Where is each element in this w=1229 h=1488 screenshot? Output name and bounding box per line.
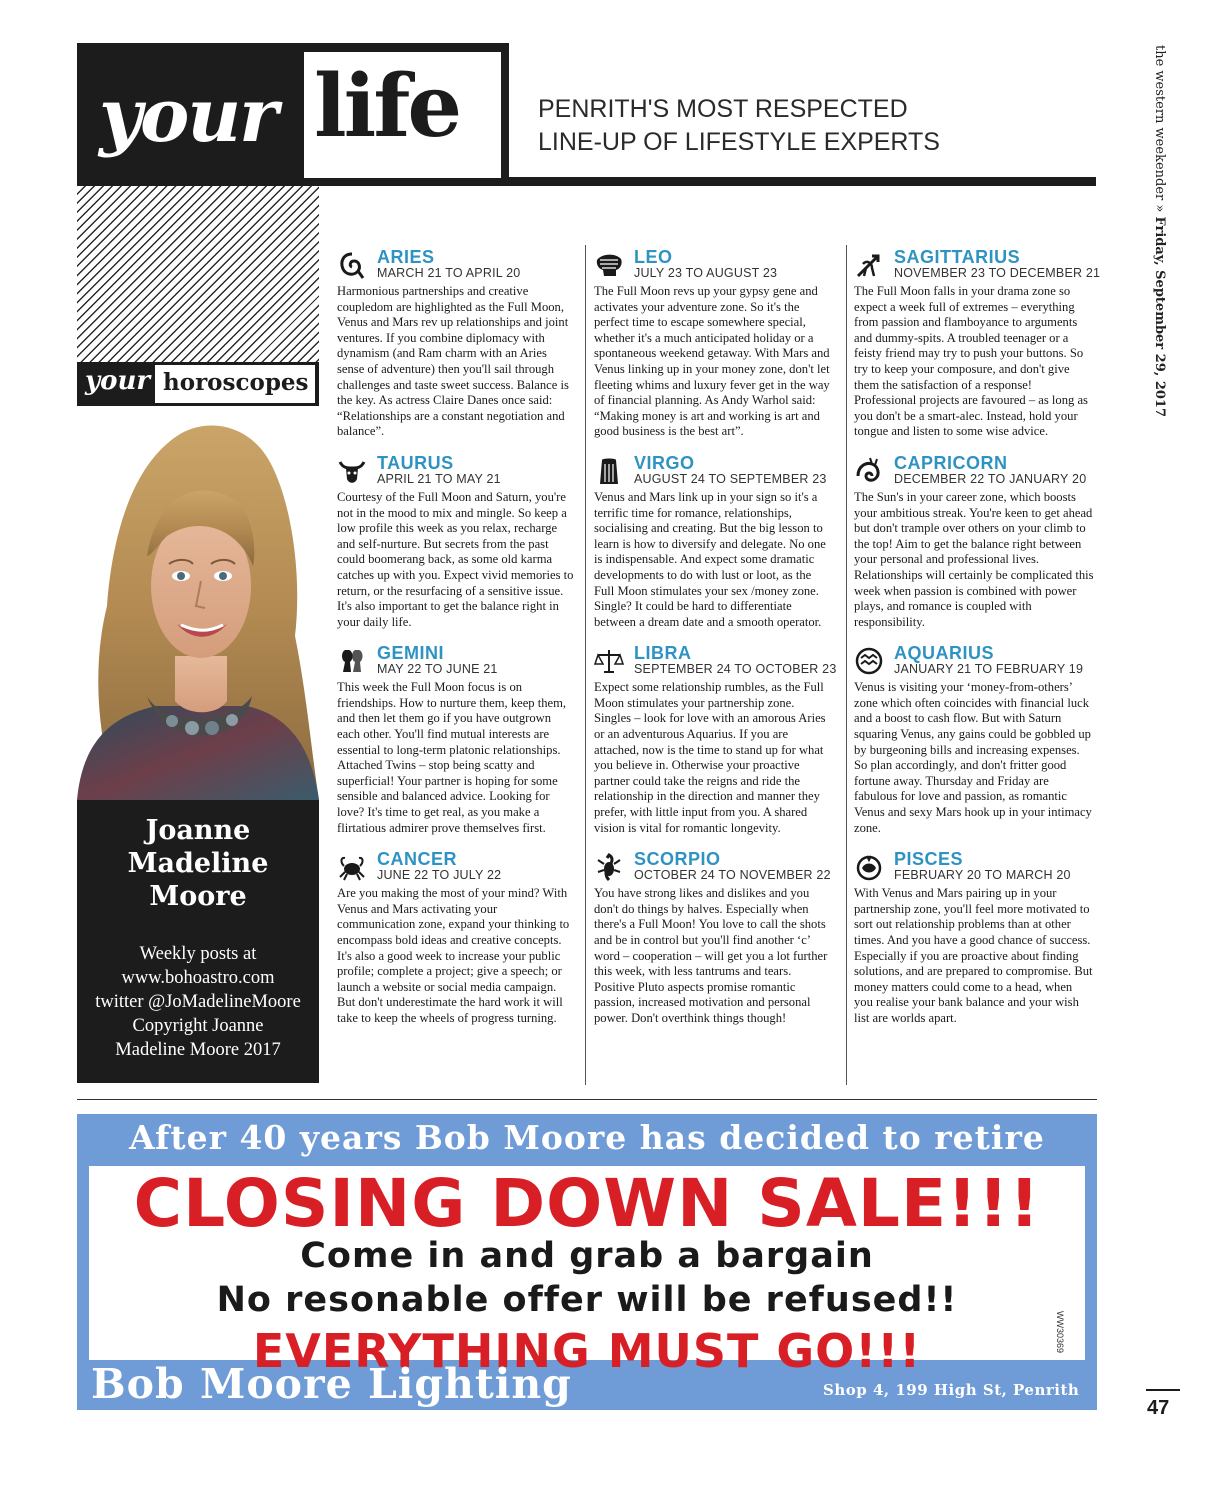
masthead-life: life bbox=[314, 56, 460, 157]
sign-name: LIBRA bbox=[634, 643, 692, 664]
ad-panel bbox=[89, 1165, 1085, 1378]
sign-header bbox=[594, 643, 837, 680]
sign-header bbox=[854, 454, 1094, 490]
scales-icon bbox=[594, 646, 624, 676]
masthead-your: your bbox=[99, 73, 277, 159]
sign-text: Are you making the most of your mind? With Venus and Mars activating your communication zone, expand your thinking to encompass bold ideas and creative concepts. It's also a good week to increase your public profile; complete a project; give a speech; or launch a website or social media campaign. But don't underestimate the hard work it will take to keep the wheels of progress turning. bbox=[337, 886, 570, 1025]
horoscope-libra bbox=[594, 643, 837, 836]
sign-header bbox=[337, 644, 577, 680]
sign-text: The Full Moon revs up your gypsy gene and activates your adventure zone. So it's the perfect time to escape somewhere special, whether it's a much anticipated holiday or a spontaneous weekend getaway. With Mars and Venus linking up in your money zone, don't let fleeting whims and luxury fever get in the way of financial planning. As Andy Warhol said: “Making money is art and working is art and good business is the best art”. bbox=[594, 284, 830, 439]
author-copyright-line-2: Madeline Moore 2017 bbox=[115, 1040, 281, 1060]
crab-icon bbox=[337, 852, 367, 882]
author-website[interactable]: www.bohoastro.com bbox=[121, 968, 275, 988]
author-name bbox=[77, 814, 319, 913]
sign-text: Venus and Mars link up in your sign so it's a terrific time for romance, relationships, socialising and creating. But the big lesson to learn is how to diversify and delegate. No one is indispensable. And expect some dramatic developments to do with lust or loot, as the Full Moon stimulates your sex /money zone. Single? It could be hard to differentiate between a dream date and a smooth operator. bbox=[594, 489, 826, 629]
sign-name: VIRGO bbox=[634, 452, 695, 473]
ad-divider bbox=[77, 1099, 1097, 1100]
sign-dates: AUGUST 24 TO SEPTEMBER 23 bbox=[634, 471, 827, 486]
ad-address: Shop 4, 199 High St, Penrith bbox=[823, 1381, 1080, 1399]
sign-name: ARIES bbox=[377, 247, 435, 267]
sign-header bbox=[854, 247, 1101, 284]
lion-icon bbox=[594, 250, 624, 280]
sign-name: LEO bbox=[634, 247, 673, 267]
sign-text: Expect some relationship rumbles, as the Full Moon stimulates your partnership zone. Singles – look for love with an amorous Aries or an adventurous Aquarius. If you are attached, now is the time to stand up for what you believe in. Otherwise your proactive partner could take the reigns and ride the relationship in the direction and manner they prefer, with little input from you. A shared vision is vital for romantic longevity. bbox=[594, 680, 826, 835]
archer-icon bbox=[854, 250, 884, 280]
masthead-life-box bbox=[304, 52, 501, 178]
horoscope-scorpio bbox=[594, 850, 834, 1026]
folio-separator: » bbox=[1152, 204, 1167, 213]
page-number-rule bbox=[1146, 1389, 1180, 1391]
ad-line-1: Come in and grab a bargain bbox=[300, 1236, 874, 1276]
horoscope-sagittarius bbox=[854, 247, 1101, 440]
seagoat-icon bbox=[854, 456, 884, 486]
ram-icon bbox=[337, 250, 367, 280]
horoscope-column-1 bbox=[337, 248, 577, 1041]
sign-dates: OCTOBER 24 TO NOVEMBER 22 bbox=[634, 868, 831, 883]
sign-header bbox=[594, 248, 834, 284]
horoscope-capricorn bbox=[854, 454, 1094, 630]
author-bio bbox=[77, 800, 319, 1083]
waves-icon bbox=[854, 646, 884, 676]
section-header bbox=[77, 362, 319, 406]
author-name-line-3: Moore bbox=[149, 881, 247, 912]
twins-icon bbox=[337, 646, 367, 676]
tagline-line-1: PENRITH'S MOST RESPECTED bbox=[538, 95, 908, 123]
column-divider bbox=[846, 245, 847, 1085]
sign-text: Venus is visiting your ‘money-from-others’ zone which often coincides with financial luck and a boost to cash flow. But with Saturn squaring Venus, any gains could be gobbled up by burgeoning bills and increasing expenses. So plan accordingly, and don't fritter good fortune away. Thursday and Friday are fabulous for love and passion, as romantic Venus and sexy Mars hook up in your intimacy zone. bbox=[854, 680, 1092, 835]
sign-dates: JUNE 22 TO JULY 22 bbox=[377, 868, 502, 883]
sign-name: CAPRICORN bbox=[894, 452, 1008, 473]
fish-icon bbox=[854, 852, 884, 882]
ad-line-2: No resonable offer will be refused!! bbox=[216, 1280, 958, 1320]
sign-name: SCORPIO bbox=[634, 849, 721, 870]
author-info bbox=[77, 942, 319, 1062]
author-twitter[interactable]: twitter @JoMadelineMoore bbox=[95, 992, 301, 1012]
author-copyright-line-1: Copyright Joanne bbox=[132, 1016, 264, 1036]
horoscope-aries bbox=[337, 248, 577, 440]
page-number: 47 bbox=[1147, 1397, 1170, 1419]
hatch-pattern bbox=[77, 186, 319, 362]
tagline-line-2: LINE-UP OF LIFESTYLE EXPERTS bbox=[538, 128, 940, 156]
sign-name: SAGITTARIUS bbox=[894, 247, 1021, 267]
sign-text: The Full Moon falls in your drama zone so expect a week full of extremes – everything from passion and flamboyance to arguments and dummy-spits. A troubled teenager or a feisty friend may try to push your buttons. So try to keep your composure, and don't give them the satisfaction of a response! Professional projects are favoured – as long as you don't be a smart-alec. Instead, hold your tongue and listen to some wise advice. bbox=[854, 284, 1088, 439]
ad-sale-title: CLOSING DOWN SALE!!! bbox=[133, 1165, 1041, 1242]
masthead-tagline bbox=[538, 93, 940, 159]
issue-date: Friday, September 29, 2017 bbox=[1152, 216, 1167, 418]
bull-icon bbox=[337, 456, 367, 486]
author-name-line-1: Joanne bbox=[145, 815, 251, 846]
horoscope-gemini bbox=[337, 644, 577, 836]
sign-dates: JANUARY 21 TO FEBRUARY 19 bbox=[894, 662, 1084, 677]
sign-text: The Sun's in your career zone, which boosts your ambitious streak. You're keen to get ahead but don't trample over others on your climb to the top! Aim to get the balance right between your personal and professional lives. Relationships will certainly be complicated this week when passion is combined with power plays, and romance is coupled with responsibility. bbox=[854, 489, 1094, 629]
masthead-rule bbox=[509, 177, 1096, 186]
sign-name: CANCER bbox=[377, 849, 458, 870]
sign-text: Harmonious partnerships and creative coupledom are highlighted as the Full Moon, Venus and Mars rev up relationships and joint ventures. If you combine diplomacy with dynamism (and Ram charm with an Aries sense of adventure) then you'll sail through challenges and taste sweet success. Balance is the key. As actress Claire Danes once said: “Relationships are a constant negotiation and balance”. bbox=[337, 284, 569, 439]
sign-header bbox=[337, 454, 577, 490]
advertisement bbox=[77, 1114, 1097, 1410]
horoscope-pisces bbox=[854, 850, 1094, 1026]
horoscope-column-3 bbox=[854, 247, 1101, 1041]
sign-name: PISCES bbox=[894, 849, 964, 870]
sign-header bbox=[854, 850, 1094, 886]
ad-code: WW30369 bbox=[1055, 1311, 1065, 1354]
sign-dates: MARCH 21 TO APRIL 20 bbox=[377, 266, 521, 280]
sign-name: GEMINI bbox=[377, 643, 445, 664]
publication-name: the western weekender bbox=[1152, 45, 1167, 201]
author-name-line-2: Madeline bbox=[127, 848, 269, 879]
folio bbox=[1152, 45, 1167, 417]
sign-dates: MAY 22 TO JUNE 21 bbox=[377, 662, 498, 677]
ad-line-3: EVERYTHING MUST GO!!! bbox=[252, 1324, 922, 1378]
horoscope-aquarius bbox=[854, 644, 1094, 836]
ad-headline: After 40 years Bob Moore has decided to retire bbox=[129, 1118, 1045, 1157]
horoscope-cancer bbox=[337, 850, 577, 1026]
sign-text: You have strong likes and dislikes and you don't do things by halves. Especially when there's a Full Moon! You love to call the shots and be in control but you'll find another ‘c’ word – cooperation – will get you a lot further this week, with less tantrums and tears. Positive Pluto aspects promise romantic passion, increased motivation and personal power. Don't overthink things though! bbox=[594, 886, 828, 1025]
sign-header bbox=[594, 850, 834, 886]
sign-dates: NOVEMBER 23 TO DECEMBER 21 bbox=[894, 266, 1101, 280]
sign-header bbox=[337, 248, 577, 284]
sign-header bbox=[854, 644, 1094, 680]
sign-dates: SEPTEMBER 24 TO OCTOBER 23 bbox=[634, 662, 837, 677]
horoscope-leo bbox=[594, 248, 834, 440]
sign-dates: APRIL 21 TO MAY 21 bbox=[377, 471, 501, 486]
section-your: your bbox=[85, 366, 151, 396]
column-divider bbox=[585, 245, 586, 1085]
sign-text: With Venus and Mars pairing up in your partnership zone, you'll feel more motivated to sort out relationship problems than at other times. And you have a good chance of success. Especially if you are proactive about finding solutions, and are prepared to compromise. But money matters could come to a head, when you realise your bank balance and your wish list are worlds apart. bbox=[854, 886, 1093, 1025]
horoscope-column-2 bbox=[594, 247, 837, 1041]
sign-dates: FEBRUARY 20 TO MARCH 20 bbox=[894, 868, 1071, 883]
sign-name: TAURUS bbox=[377, 452, 454, 473]
author-info-line-1: Weekly posts at bbox=[139, 944, 257, 964]
masthead-block bbox=[77, 43, 509, 186]
sign-dates: JULY 23 TO AUGUST 23 bbox=[634, 266, 778, 280]
sign-header bbox=[337, 850, 577, 886]
section-label-box bbox=[155, 365, 315, 403]
horoscope-taurus bbox=[337, 454, 577, 630]
author-photo bbox=[77, 406, 319, 800]
sign-dates: DECEMBER 22 TO JANUARY 20 bbox=[894, 471, 1087, 486]
sign-name: AQUARIUS bbox=[894, 643, 995, 664]
section-label: horoscopes bbox=[163, 369, 309, 396]
horoscope-virgo bbox=[594, 454, 834, 630]
sign-text: This week the Full Moon focus is on friendships. How to nurture them, keep them, and then let them go if you have outgrown each other. You'll find mutual interests are essential to long-term platonic relationships. Attached Twins – stop being scatty and superficial! Your partner is hoping for some sensible and balanced advice. Looking for love? It's time to get real, as you make a flirtatious admirer prove themselves first. bbox=[337, 680, 567, 835]
sign-header bbox=[594, 454, 834, 490]
virgin-icon bbox=[594, 456, 624, 486]
scorpion-icon bbox=[594, 852, 624, 882]
sign-text: Courtesy of the Full Moon and Saturn, you're not in the mood to mix and mingle. So keep a low profile this week as you relax, recharge and self-nurture. But secrets from the past could boomerang back, as some old karma catches up with you. Expect vivid memories to return, or the resurfacing of a sensitive issue. It's also important to get the balance right in your daily life. bbox=[337, 489, 574, 629]
ad-brand: Bob Moore Lighting bbox=[91, 1360, 572, 1408]
